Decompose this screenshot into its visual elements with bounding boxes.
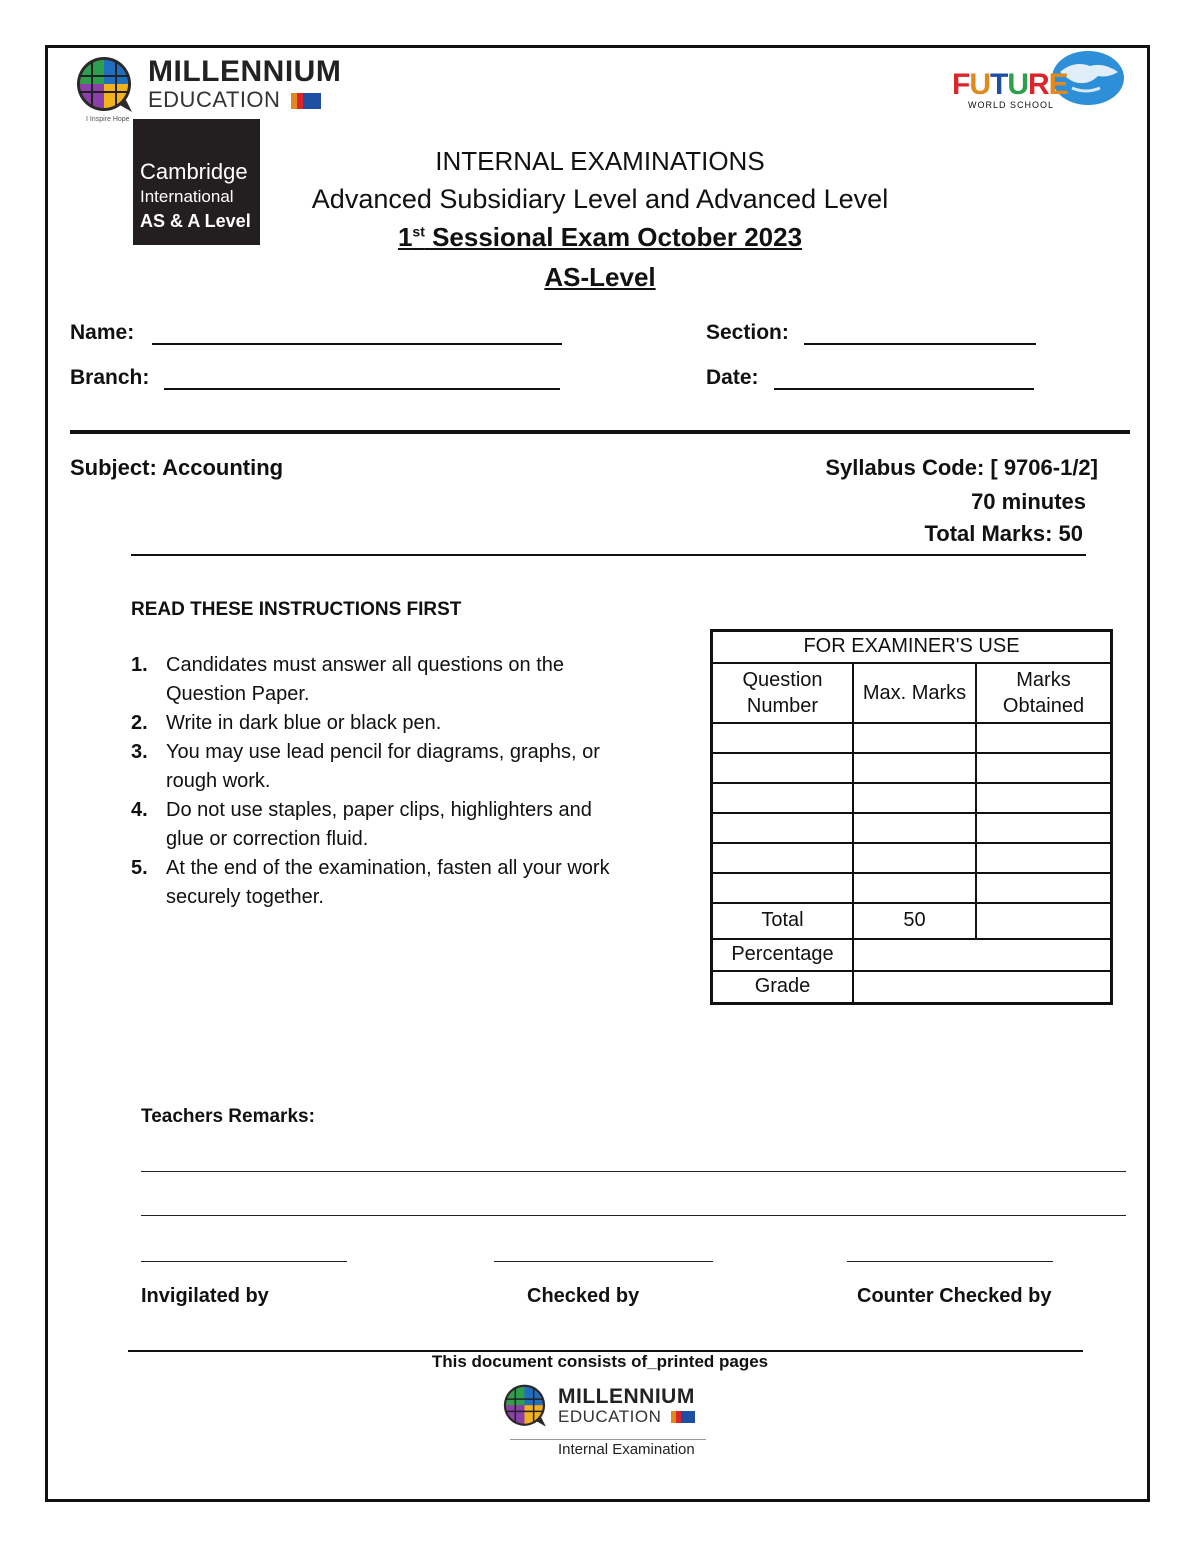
millennium-tagline: I Inspire Hope (86, 116, 130, 123)
branch-field[interactable] (164, 388, 560, 390)
future-world-school-logo (948, 48, 1126, 116)
examiner-table-title: FOR EXAMINER'S USE (712, 631, 1112, 663)
footer-millennium-word: MILLENNIUM (558, 1384, 695, 1408)
table-cell[interactable] (976, 723, 1112, 753)
table-cell[interactable] (976, 813, 1112, 843)
remarks-line[interactable] (141, 1171, 1126, 1172)
heading-as-level: AS-Level (544, 262, 656, 292)
grade-label: Grade (712, 971, 854, 1004)
grade-cell[interactable] (853, 971, 1112, 1004)
name-label: Name: (70, 321, 135, 344)
teachers-remarks-label: Teachers Remarks: (141, 1106, 315, 1127)
heading-level: Advanced Subsidiary Level and Advanced Level (311, 184, 889, 214)
printed-pages-note: This document consists of_printed pages (431, 1352, 769, 1371)
millennium-education-logo (72, 54, 341, 116)
total-label: Total (712, 903, 854, 939)
table-cell[interactable] (712, 873, 854, 903)
instructions-list (131, 651, 631, 912)
table-cell[interactable] (853, 873, 976, 903)
total-max-marks: 50 (853, 903, 976, 939)
heading-internal-examinations: INTERNAL EXAMINATIONS (435, 146, 765, 176)
section-label: Section: (706, 321, 789, 344)
footer-education-word: EDUCATION (558, 1406, 662, 1426)
total-marks: Total Marks: 50 (924, 521, 1083, 546)
checker-signature-line[interactable] (494, 1261, 713, 1262)
name-field[interactable] (152, 343, 562, 345)
instruction-item: 2. Write in dark blue or black pen. (131, 712, 442, 734)
subject-divider (131, 554, 1086, 556)
col-marks-obtained: Marks Obtained (976, 663, 1112, 723)
instructions-title: READ THESE INSTRUCTIONS FIRST (131, 599, 462, 620)
percentage-label: Percentage (712, 939, 854, 971)
table-cell[interactable] (712, 753, 854, 783)
col-max-marks: Max. Marks (853, 663, 976, 723)
brand-color-bars (671, 1409, 695, 1426)
table-cell[interactable] (853, 723, 976, 753)
table-cell[interactable] (712, 783, 854, 813)
table-cell[interactable] (976, 753, 1112, 783)
duration: 70 minutes (971, 489, 1086, 514)
cambridge-line1: Cambridge (140, 159, 248, 184)
globe-logo-icon (500, 1382, 552, 1430)
table-cell[interactable] (976, 783, 1112, 813)
table-cell[interactable] (712, 723, 854, 753)
footer-logo-rule (510, 1439, 706, 1440)
internal-examination-text: Internal Examination (558, 1441, 695, 1458)
heading-session: 1st Sessional Exam October 2023 (397, 222, 803, 252)
cambridge-line2: International (140, 187, 234, 206)
examiner-use-table (710, 629, 1113, 1005)
table-cell[interactable] (853, 753, 976, 783)
percentage-cell[interactable] (853, 939, 1112, 971)
subject-label: Subject: Accounting (70, 455, 284, 480)
date-label: Date: (706, 366, 759, 389)
footer-millennium-logo (500, 1382, 695, 1430)
total-obtained-cell[interactable] (976, 903, 1112, 939)
header-divider (70, 430, 1130, 434)
section-field[interactable] (804, 343, 1036, 345)
table-cell[interactable] (712, 843, 854, 873)
cambridge-line3: AS & A Level (140, 211, 251, 231)
checked-by-label: Checked by (527, 1285, 640, 1307)
globe-logo-icon (72, 54, 140, 116)
instruction-item: 1. Candidates must answer all questions on the Question Paper. (131, 654, 565, 705)
col-question-number: Question Number (712, 663, 854, 723)
instruction-item: 5. At the end of the examination, fasten all your work securely together. (131, 857, 610, 908)
counter-checked-by-label: Counter Checked by (857, 1285, 1052, 1307)
brand-color-bars (291, 91, 321, 113)
table-cell[interactable] (853, 843, 976, 873)
remarks-line[interactable] (141, 1215, 1126, 1216)
table-cell[interactable] (853, 783, 976, 813)
world-school-text: WORLD SCHOOL (968, 100, 1055, 110)
instruction-item: 4. Do not use staples, paper clips, highlighters and glue or correction fluid. (131, 799, 592, 850)
date-field[interactable] (774, 388, 1034, 390)
invigilated-by-label: Invigilated by (141, 1285, 269, 1307)
instruction-item: 3. You may use lead pencil for diagrams, graphs, or rough work. (131, 741, 600, 792)
syllabus-code: Syllabus Code: [ 9706-1/2] (825, 455, 1098, 480)
table-cell[interactable] (853, 813, 976, 843)
table-cell[interactable] (712, 813, 854, 843)
millennium-word: MILLENNIUM (148, 55, 342, 89)
future-word: FUTURE (952, 68, 1068, 101)
counter-checker-signature-line[interactable] (847, 1261, 1053, 1262)
invigilator-signature-line[interactable] (141, 1261, 347, 1262)
education-word: EDUCATION (148, 87, 281, 113)
branch-label: Branch: (70, 366, 150, 389)
table-cell[interactable] (976, 843, 1112, 873)
table-cell[interactable] (976, 873, 1112, 903)
